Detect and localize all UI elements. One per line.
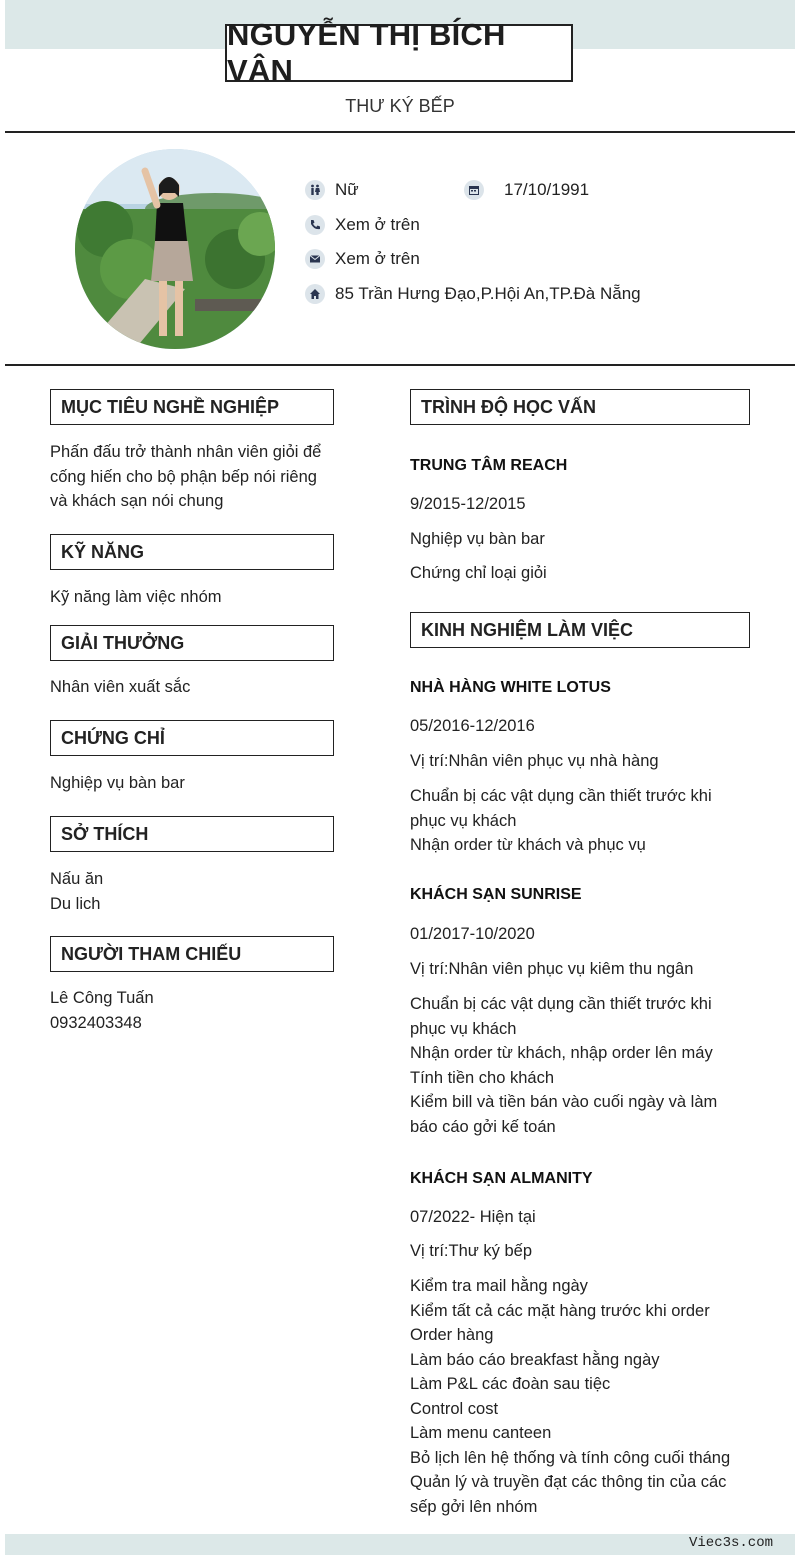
education-heading: TRÌNH ĐỘ HỌC VẤN [410, 389, 750, 425]
duty-line: Bỏ lịch lên hệ thống và tính công cuối tháng [410, 1448, 731, 1467]
education-major: Nghiệp vụ bàn bar [410, 530, 545, 548]
home-icon [305, 284, 325, 304]
job-title: THƯ KÝ BẾP [345, 96, 455, 116]
calendar-icon [464, 180, 484, 200]
objective-text [50, 440, 321, 514]
duty-line: Kiểm tra mail hằng ngày [410, 1277, 588, 1295]
skills-heading: KỸ NĂNG [50, 534, 334, 570]
certs-heading: CHỨNG CHỈ [50, 720, 334, 756]
job-org: NHÀ HÀNG WHITE LOTUS [410, 679, 611, 696]
dob-value: 17/10/1991 [504, 180, 590, 199]
job-duties [410, 992, 717, 1139]
gender-icon [305, 180, 325, 200]
duty-line: Tính tiền cho khách [410, 1068, 555, 1087]
name-box [225, 17, 573, 88]
duty-line: Kiểm tất cả các mặt hàng trước khi order [410, 1301, 710, 1320]
reference-name: Lê Công Tuấn [50, 989, 154, 1007]
phone-row [305, 215, 420, 235]
divider-middle [5, 364, 795, 366]
duty-line: Control cost [410, 1399, 499, 1418]
duty-line: Làm báo cáo breakfast hằng ngày [410, 1350, 660, 1369]
references-heading: NGƯỜI THAM CHIẾU [50, 936, 334, 972]
duty-line: Quản lý và truyền đạt các thông tin của các [410, 1473, 727, 1491]
job-org: KHÁCH SẠN ALMANITY [410, 1170, 593, 1187]
phone-icon [305, 215, 325, 235]
objective-line: cống hiến cho bộ phận bếp nói riêng [50, 467, 317, 486]
hobbies-heading: SỞ THÍCH [50, 816, 334, 852]
objective-line: Phấn đấu trở thành nhân viên giỏi để [50, 443, 322, 461]
phone-value: Xem ở trên [335, 215, 420, 234]
email-value: Xem ở trên [335, 249, 420, 268]
job-period: 01/2017-10/2020 [410, 925, 535, 943]
envelope-icon [305, 249, 325, 269]
candidate-name: NGUYỄN THỊ BÍCH VÂN [227, 17, 506, 88]
education-org: TRUNG TÂM REACH [410, 457, 568, 474]
address-row [305, 284, 641, 304]
awards-text: Nhân viên xuất sắc [50, 678, 191, 696]
reference-phone: 0932403348 [50, 1013, 142, 1032]
footer-band [5, 1534, 795, 1555]
duty-line: Order hàng [410, 1326, 494, 1344]
duty-line: Chuẩn bị các vật dụng cần thiết trước khi [410, 995, 712, 1013]
divider-top [5, 131, 795, 133]
gender-value: Nữ [335, 180, 359, 199]
education-period: 9/2015-12/2015 [410, 495, 526, 513]
duty-line: Nhận order từ khách, nhập order lên máy [410, 1044, 713, 1062]
gender-row [305, 180, 359, 200]
job-period: 07/2022- Hiện tại [410, 1208, 536, 1226]
objective-line: và khách sạn nói chung [50, 492, 224, 510]
duty-line: sếp gởi lên nhóm [410, 1497, 538, 1516]
job-position: Vị trí:Thư ký bếp [410, 1242, 533, 1260]
job-duties [410, 1274, 730, 1519]
job-period: 05/2016-12/2016 [410, 717, 535, 735]
profile-photo [75, 149, 275, 349]
skills-text: Kỹ năng làm việc nhóm [50, 588, 222, 606]
job-org: KHÁCH SẠN SUNRISE [410, 886, 582, 903]
job-position: Vị trí:Nhân viên phục vụ kiêm thu ngân [410, 960, 694, 978]
duty-line: Làm menu canteen [410, 1424, 552, 1442]
address-value: 85 Trần Hưng Đạo,P.Hội An,TP.Đà Nẵng [335, 284, 641, 303]
hobby-item: Nấu ăn [50, 870, 104, 888]
experience-heading: KINH NGHIỆM LÀM VIỆC [410, 612, 750, 648]
references-text [50, 986, 154, 1035]
email-row [305, 249, 420, 269]
hobby-item: Du lich [50, 894, 101, 913]
awards-heading: GIẢI THƯỞNG [50, 625, 334, 661]
duty-line: phục vụ khách [410, 1019, 517, 1038]
duty-line: phục vụ khách [410, 811, 517, 830]
duty-line: Làm P&L các đoàn sau tiệc [410, 1375, 611, 1393]
objective-heading: MỤC TIÊU NGHỀ NGHIỆP [50, 389, 334, 425]
education-grade: Chứng chỉ loại giỏi [410, 564, 547, 582]
duty-line: báo cáo gởi kế toán [410, 1117, 556, 1136]
footer-brand[interactable]: Viec3s.com [688, 1535, 773, 1551]
duty-line: Kiểm bill và tiền bán vào cuối ngày và làm [410, 1093, 718, 1111]
job-duties [410, 784, 712, 858]
certs-text: Nghiệp vụ bàn bar [50, 774, 185, 792]
duty-line: Chuẩn bị các vật dụng cần thiết trước khi [410, 787, 712, 805]
dob-row [464, 180, 589, 200]
job-position: Vị trí:Nhân viên phục vụ nhà hàng [410, 752, 659, 770]
hobbies-text [50, 867, 103, 916]
duty-line: Nhận order từ khách và phục vụ [410, 836, 646, 854]
